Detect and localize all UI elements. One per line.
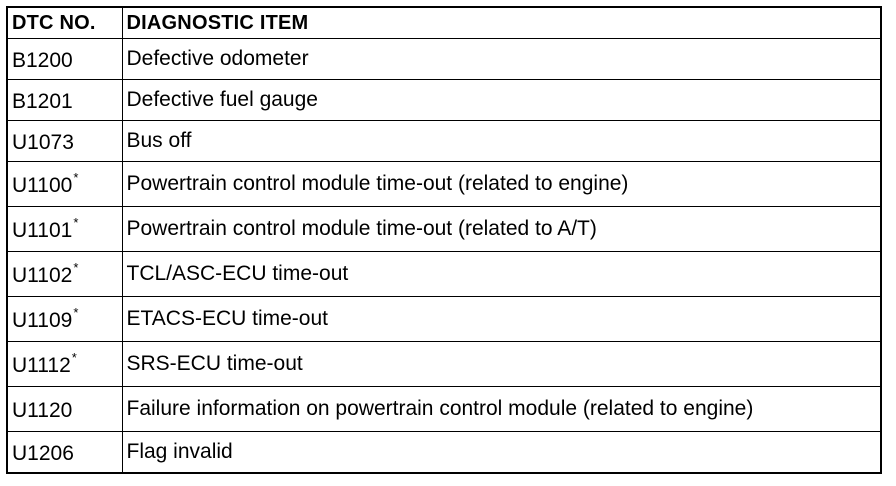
diagnostic-item-cell: SRS-ECU time-out <box>122 342 881 387</box>
dtc-code: B1201 <box>12 90 73 113</box>
header-diagnostic-item: DIAGNOSTIC ITEM <box>122 7 881 39</box>
dtc-code-cell <box>7 80 122 121</box>
table-row <box>7 162 881 207</box>
dtc-code-cell <box>7 297 122 342</box>
asterisk-mark: * <box>73 170 79 185</box>
dtc-code-cell <box>7 121 122 162</box>
table-row <box>7 387 881 432</box>
asterisk-mark: * <box>73 305 79 320</box>
diagnostic-item-cell: TCL/ASC-ECU time-out <box>122 252 881 297</box>
diagnostic-item-cell: ETACS-ECU time-out <box>122 297 881 342</box>
dtc-code: U1100 <box>12 174 73 197</box>
table-row <box>7 252 881 297</box>
dtc-code: U1109 <box>12 309 73 332</box>
dtc-code-cell <box>7 39 122 80</box>
dtc-code-cell <box>7 162 122 207</box>
dtc-code-cell <box>7 207 122 252</box>
diagnostic-item-cell: Flag invalid <box>122 432 881 474</box>
table-row <box>7 80 881 121</box>
table-row <box>7 39 881 80</box>
dtc-code: U1120 <box>12 399 73 422</box>
diagnostic-item-cell: Bus off <box>122 121 881 162</box>
dtc-code-cell <box>7 432 122 474</box>
header-row <box>7 7 881 39</box>
table-row <box>7 432 881 474</box>
dtc-code-cell <box>7 387 122 432</box>
asterisk-mark: * <box>71 350 77 365</box>
table-row <box>7 121 881 162</box>
asterisk-mark: * <box>73 215 79 230</box>
header-dtc-no: DTC NO. <box>7 7 122 39</box>
dtc-code: U1101 <box>12 219 73 242</box>
diagnostic-item-cell: Powertrain control module time-out (related to engine) <box>122 162 881 207</box>
table-row <box>7 207 881 252</box>
dtc-code: U1206 <box>12 442 74 465</box>
diagnostic-item-cell: Powertrain control module time-out (related to A/T) <box>122 207 881 252</box>
table-row <box>7 297 881 342</box>
dtc-code-cell <box>7 342 122 387</box>
diagnostic-item-cell: Defective odometer <box>122 39 881 80</box>
dtc-code: U1102 <box>12 264 73 287</box>
dtc-table <box>6 6 882 474</box>
dtc-code-cell <box>7 252 122 297</box>
asterisk-mark: * <box>73 260 79 275</box>
dtc-code: U1073 <box>12 131 74 154</box>
table-row <box>7 342 881 387</box>
dtc-code: U1112 <box>12 354 71 377</box>
dtc-code: B1200 <box>12 49 73 72</box>
diagnostic-item-cell: Defective fuel gauge <box>122 80 881 121</box>
diagnostic-item-cell: Failure information on powertrain control module (related to engine) <box>122 387 881 432</box>
